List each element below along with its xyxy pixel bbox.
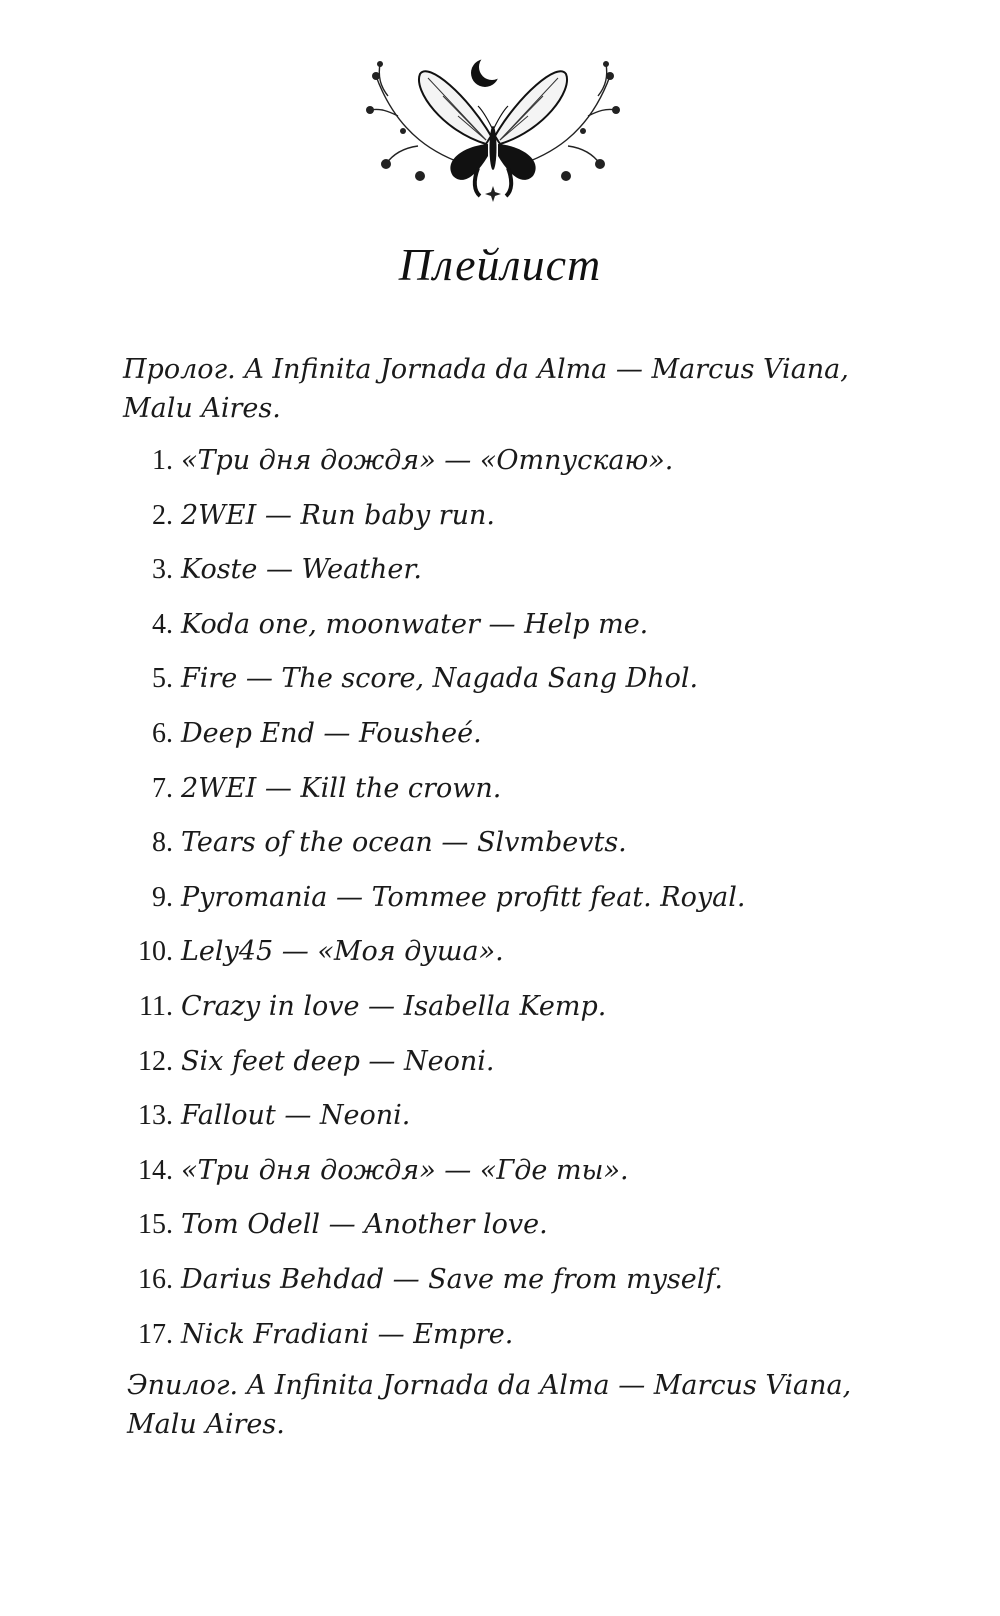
track-item <box>123 661 883 716</box>
track-number: 14. <box>138 1154 173 1186</box>
crescent-moon-icon <box>471 54 505 87</box>
track-number: 16. <box>138 1263 173 1295</box>
track-title: Nick Fradiani — Empre. <box>181 1318 514 1350</box>
track-item <box>123 989 883 1044</box>
track-item <box>123 1044 883 1099</box>
track-item <box>123 1098 883 1153</box>
track-title: «Три дня дождя» — «Отпускаю». <box>181 445 674 476</box>
track-number: 15. <box>138 1209 173 1241</box>
track-title: Koste — Weather. <box>181 554 422 586</box>
track-title: Tears of the ocean — Slvmbevts. <box>181 827 627 859</box>
track-number: 7. <box>152 772 173 804</box>
track-title: Pyromania — Tommee profitt feat. Royal. <box>181 881 746 913</box>
track-title: Six feet deep — Neoni. <box>181 1045 495 1077</box>
page-title: Плейлист <box>398 239 602 290</box>
track-item <box>123 934 883 989</box>
track-number: 6. <box>152 717 173 749</box>
track-number: 1. <box>152 445 173 476</box>
track-number: 11. <box>139 990 173 1022</box>
track-title: Koda one, moonwater — Help me. <box>181 608 649 640</box>
track-number: 2. <box>152 499 173 531</box>
track-item <box>123 498 883 553</box>
track-title: 2WEI — Run baby run. <box>181 499 495 531</box>
track-title: Darius Behdad — Save me from myself. <box>181 1263 724 1295</box>
track-item <box>123 1262 883 1317</box>
track-item <box>123 1207 883 1262</box>
track-number: 17. <box>138 1318 173 1350</box>
track-title: Fire — The score, Nagada Sang Dhol. <box>181 663 699 695</box>
track-number: 3. <box>152 554 173 586</box>
track-title: Lely45 — «Моя душа». <box>181 936 504 968</box>
track-title: Tom Odell — Another love. <box>181 1209 548 1241</box>
epilogue-entry: Эпилог. A Infinita Jornada da Alma — Marcus Viana, Malu Aires. <box>127 1370 852 1440</box>
track-item <box>123 443 883 498</box>
track-title: «Три дня дождя» — «Где ты». <box>181 1154 629 1186</box>
track-item <box>123 880 883 935</box>
track-item <box>123 716 883 771</box>
track-item <box>123 825 883 880</box>
track-item <box>123 771 883 826</box>
track-number: 9. <box>152 881 173 913</box>
track-item <box>123 552 883 607</box>
track-number: 4. <box>152 608 173 640</box>
track-item <box>123 607 883 662</box>
butterfly-icon <box>419 71 567 202</box>
track-title: Fallout — Neoni. <box>181 1100 411 1132</box>
prologue-entry: Пролог. A Infinita Jornada da Alma — Marcus Viana, Malu Aires. <box>123 354 849 424</box>
track-title: 2WEI — Kill the crown. <box>181 772 502 804</box>
playlist <box>123 443 883 1371</box>
butterfly-moon-floral-icon <box>358 36 628 206</box>
track-item <box>123 1317 883 1372</box>
track-title: Crazy in love — Isabella Kemp. <box>181 990 607 1022</box>
track-number: 8. <box>152 827 173 859</box>
track-title: Deep End — Fousheé. <box>181 717 482 749</box>
track-item <box>123 1153 883 1208</box>
track-number: 13. <box>138 1100 173 1132</box>
track-number: 5. <box>152 663 173 695</box>
track-number: 10. <box>138 936 173 968</box>
track-number: 12. <box>138 1045 173 1077</box>
